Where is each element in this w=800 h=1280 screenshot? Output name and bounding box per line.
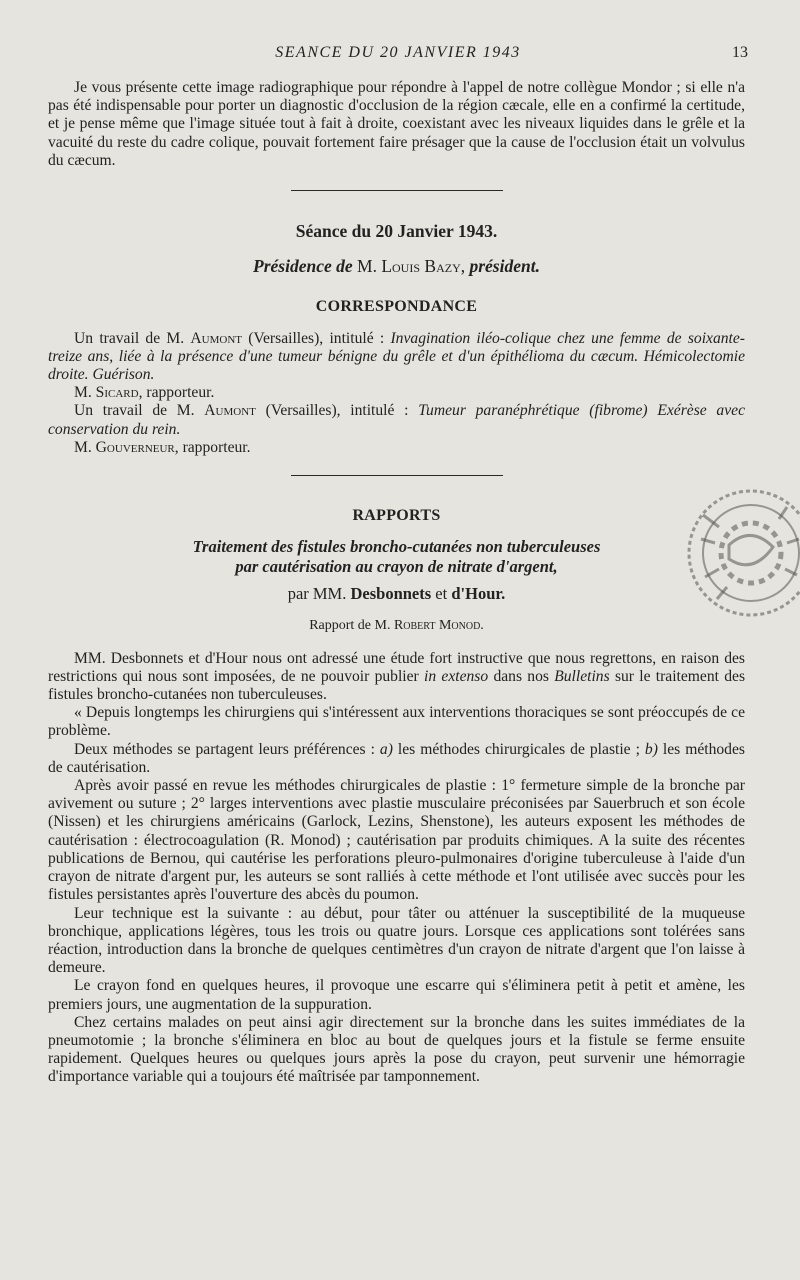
intro-paragraph: Je vous présente cette image radiographique pour répondre à l'appel de notre collègue Mondor ; si elle n'a pas été indispensable pour porter un diagnostic d'occlusion de la région cæcale, elle en a confirmé la certitude, et je pense même que l'image située tout à fait à droite, coexistant avec les niveaux liquides dans le grêle et la vacuité du reste du cadre colique, pouvait fortement faire présager que la cause de l'occlusion était un volvulus du cæcum.	[48, 79, 745, 169]
correspondance-rapporteur-2	[48, 439, 745, 457]
rapporteur2-suffix: , rapporteur.	[174, 438, 251, 456]
author-1: Desbonnets	[350, 584, 432, 604]
item2-title: Tumeur paranéphrétique (fibrome) Exérèse avec conservation du rein.	[48, 402, 745, 438]
article-title	[48, 537, 745, 577]
rapport-prefix: Rapport de M.	[309, 618, 391, 634]
body-paragraph-4: Après avoir passé en revue les méthodes chirurgicales de plastie : 1° fermeture simple de la bronche par avivement ou suture ; 2° larges interventions avec plastie musculaire préconisées par Sauerbruch et son école (Nissen) et les chirurgiens américains (Garlock, Lezins, Shenstone), les auteurs exposent les méthodes de cautérisation : électrocoagulation (R. Monod) ; cautérisation par produits chimiques. A la suite des récentes publications de Bernou, qui cautérise les perforations pleuro-pulmonaires d'origine tuberculeuse à l'aide d'un crayon de nitrate d'argent pur, les auteurs se sont ralliés à cette méthode et l'ont utilisée avec succès pour les fistules persistantes après l'ouverture des abcès du poumon.	[48, 777, 745, 904]
body-paragraph-5: Leur technique est la suivante : au début, pour tâter ou atténuer la susceptibilité de la muqueuse bronchique, applications légères, tous les trois ou quatre jours. Lorsque ces applications sont tolérées sans réaction, introduction dans la bronche de quelques centimètres d'un crayon de nitrate d'argent que l'on laisse à demeure.	[48, 904, 745, 977]
p3-text-c: les méthodes chirurgicales de plastie ;	[397, 740, 640, 758]
item1-mid: (Versailles), intitulé :	[248, 329, 385, 347]
p1-text-e: sur le traitement des fistules broncho-cutanées non tuberculeuses.	[48, 667, 746, 704]
item1-lead: Un travail de M.	[74, 329, 185, 347]
library-stamp-icon	[683, 455, 800, 655]
rapport-name: Robert Monod.	[393, 618, 484, 634]
rapporteur2-name: Gouverneur	[95, 438, 175, 456]
presidence-line: Présidence de M. Louis Bazy, président.	[253, 256, 540, 277]
rapporteur1-prefix: M.	[74, 384, 92, 402]
body-paragraph-1	[48, 650, 745, 705]
p3-text-a: Deux méthodes se partagent leurs préférences :	[74, 740, 375, 758]
authors-and: et	[435, 584, 448, 604]
p1-text-a: MM. Desbonnets et d'Hour nous ont adressé une étude fort instructive que nous regrettons, en raison des restrictions qui nous sont imposées, de ne pouvoir publier	[48, 649, 745, 685]
rapporteur1-suffix: , rapporteur.	[138, 384, 215, 402]
divider	[291, 190, 503, 191]
p1-bulletins: Bulletins	[554, 667, 610, 685]
president-name: Louis Bazy	[381, 256, 461, 277]
page-header	[48, 44, 748, 64]
correspondance-rapporteur-1	[48, 384, 745, 402]
article-title-line-2: par cautérisation au crayon de nitrate d'argent,	[235, 557, 558, 577]
president-role: président.	[469, 256, 540, 277]
body-paragraph-7: Chez certains malades on peut ainsi agir directement sur la bronche dans les suites immédiates de la pneumotomie ; la bronche s'éliminera en bloc au bout de quelques jours et la fistule se ferme ensuite rapidement. Quelques heures ou quelques jours après la pose du crayon, peut survenir une hémorragie d'importance variable qui a toujours été maîtrisée par tamponnement.	[48, 1013, 745, 1086]
author-2: d'Hour.	[451, 584, 506, 604]
item1-author: Aumont	[190, 329, 243, 347]
running-title: SEANCE DU 20 JANVIER 1943	[275, 44, 521, 61]
item2-author: Aumont	[204, 402, 256, 420]
body-paragraph-3	[48, 741, 745, 777]
p1-in-extenso: in extenso	[424, 667, 489, 685]
p1-text-c: dans nos	[493, 667, 549, 685]
president-title: M.	[357, 256, 377, 277]
body-paragraph-6: Le crayon fond en quelques heures, il provoque une escarre qui s'éliminera petit à petit et amène, les premiers jours, une augmentation de la suppuration.	[48, 977, 745, 1013]
item2-lead: Un travail de M.	[74, 402, 195, 420]
rapporteur1-name: Sicard	[95, 384, 139, 402]
p3-marker-b: b)	[644, 740, 658, 758]
correspondance-item-2	[48, 402, 745, 438]
item1-title: Invagination iléo-colique chez une femme de soixante-treize ans, liée à la présence d'une tumeur bénigne du grêle et d'un épithélioma du cæcum. Hémicolectomie droite. Guérison.	[48, 329, 745, 384]
p3-text-e: les méthodes de cautérisation.	[48, 740, 745, 776]
rapport-line	[48, 617, 745, 635]
page-number: 13	[732, 44, 748, 61]
item2-mid: (Versailles), intitulé :	[265, 402, 409, 420]
page-body	[48, 79, 745, 1087]
body-paragraph-2: « Depuis longtemps les chirurgiens qui s'intéressent aux interventions thoraciques se sont préoccupés de ce problème.	[48, 704, 745, 740]
section-heading-correspondance: CORRESPONDANCE	[315, 298, 478, 316]
divider	[291, 475, 503, 476]
article-authors	[48, 585, 745, 603]
article-title-line-1: Traitement des fistules broncho-cutanées non tuberculeuses	[192, 537, 601, 557]
seance-title: Séance du 20 Janvier 1943.	[295, 221, 498, 242]
presidence-prefix: Présidence de	[253, 256, 353, 277]
rapporteur2-prefix: M.	[74, 438, 92, 456]
section-heading-rapports: RAPPORTS	[352, 507, 441, 525]
correspondance-item-1	[48, 330, 745, 385]
p3-marker-a: a)	[379, 740, 393, 758]
authors-prefix: par MM.	[287, 584, 347, 604]
